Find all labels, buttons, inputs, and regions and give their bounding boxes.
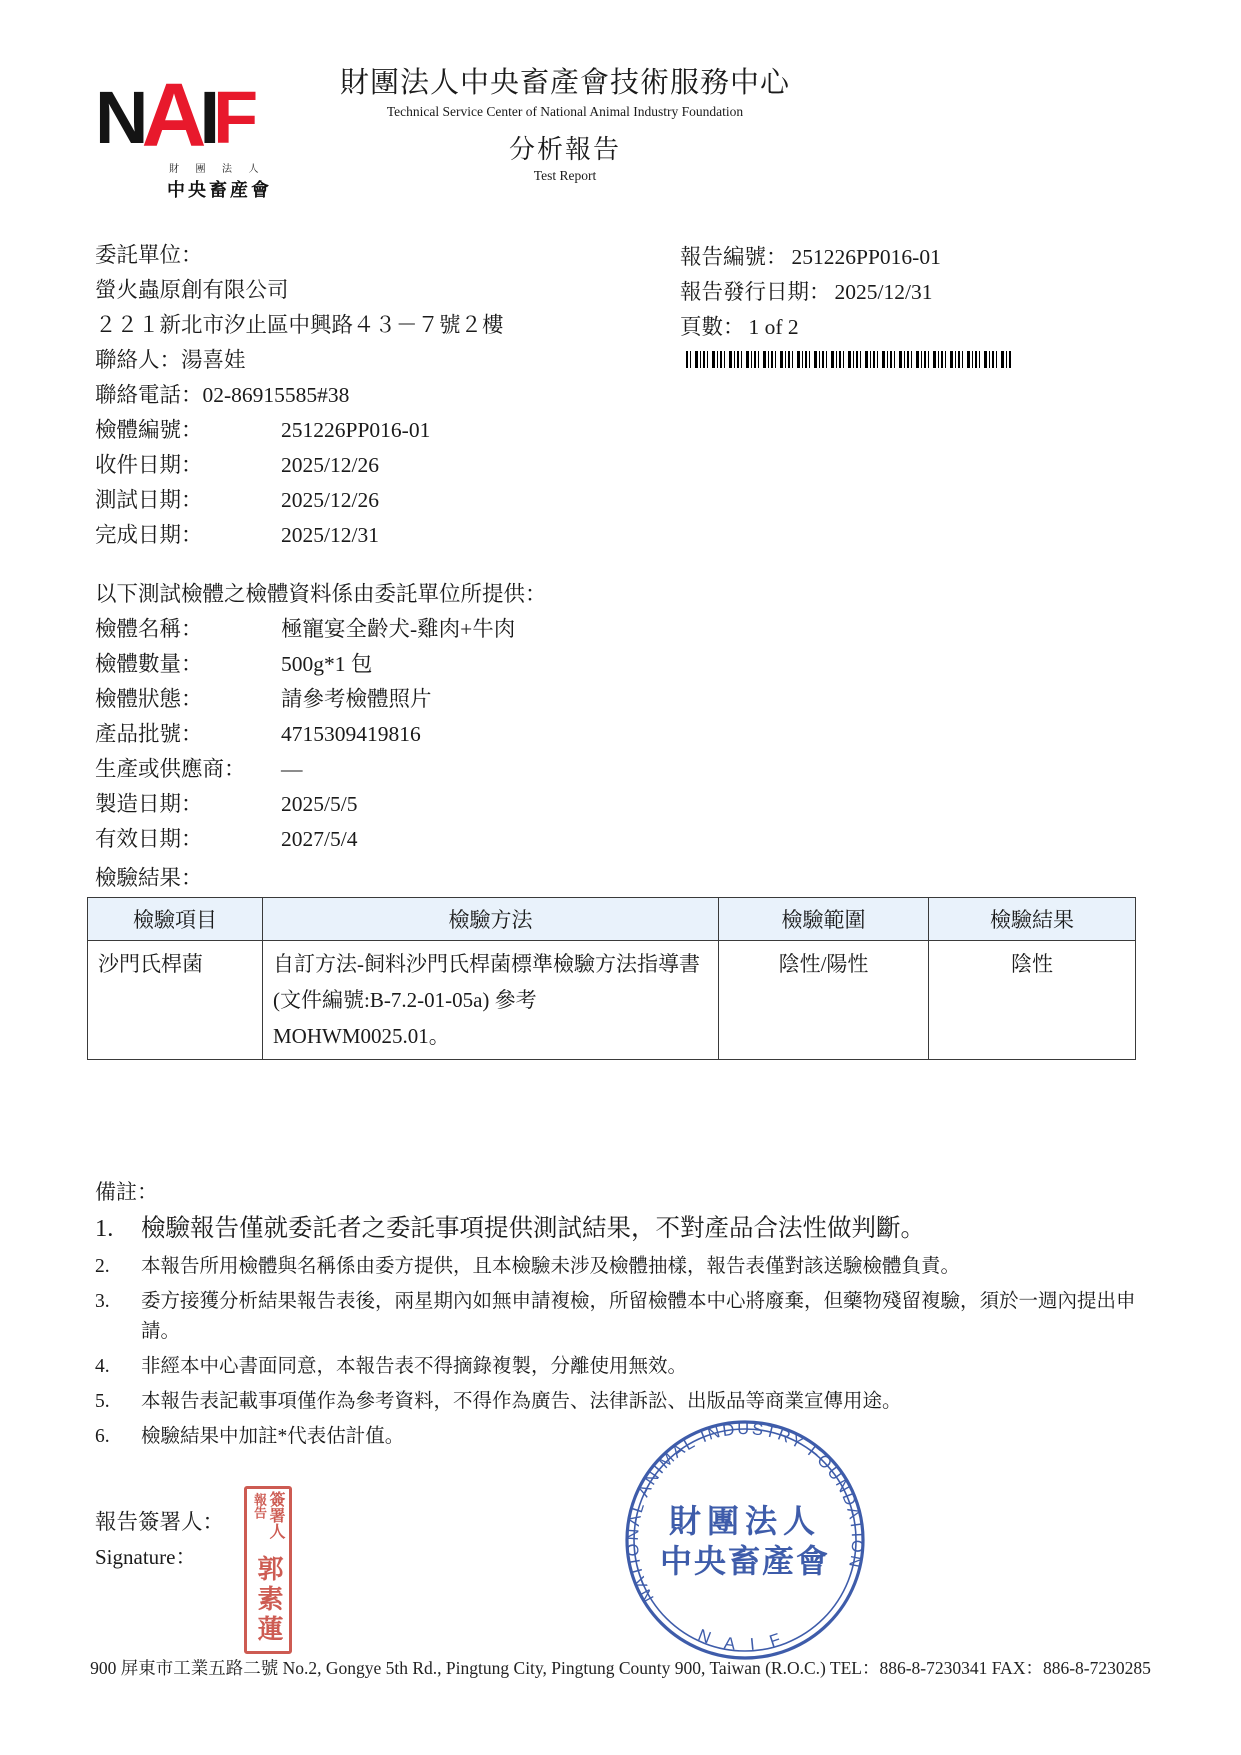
signer-stamp-title xyxy=(253,1491,283,1553)
test-date-row xyxy=(95,483,504,518)
page-count-label: 頁數： xyxy=(680,315,745,339)
seal-inner-ring xyxy=(634,1429,856,1651)
client-title: 委託單位： xyxy=(95,243,203,267)
results-table xyxy=(87,897,1136,1060)
page-count-row xyxy=(680,310,941,345)
note-item-4 xyxy=(95,1352,1163,1382)
barcode xyxy=(686,351,1012,368)
client-contact: 聯絡人：湯喜娃 xyxy=(95,348,246,372)
org-title-zh: 財團法人中央畜產會技術服務中心 xyxy=(339,67,790,99)
mfg-date-value: 2025/5/5 xyxy=(281,792,358,816)
note-number: 6. xyxy=(95,1426,110,1447)
report-number-value: 251226PP016-01 xyxy=(791,245,941,269)
notes-block xyxy=(95,1176,1163,1452)
notes-title: 備註： xyxy=(95,1180,158,1204)
received-date-value: 2025/12/26 xyxy=(281,453,379,477)
note-text: 非經本中心書面同意，本報告表不得摘錄複製，分離使用無效。 xyxy=(141,1356,688,1377)
signer-label-zh: 報告簽署人： xyxy=(95,1510,225,1534)
results-section-title: 檢驗結果： xyxy=(95,866,203,890)
complete-date-value: 2025/12/31 xyxy=(281,523,379,547)
expiry-date-label: 有效日期： xyxy=(95,827,203,851)
supplier-value: — xyxy=(281,757,303,781)
issue-date-label: 報告發行日期： xyxy=(680,280,831,304)
report-info-block xyxy=(680,240,941,345)
footer-address: 900 屏東市工業五路二號 No.2, Gongye 5th Rd., Pingtung City, Pingtung County 900, Taiwan (R.O.C.) TEL：886-8-7230341 FAX：886-8-7230285 xyxy=(90,1658,1151,1678)
logo-letter-a: A xyxy=(141,66,200,166)
sample-name-row xyxy=(95,612,547,647)
issue-date-row xyxy=(680,275,941,310)
sample-id-label: 檢體編號： xyxy=(95,418,203,442)
signer-stamp xyxy=(244,1486,292,1654)
seal-center-line2: 中央畜產會 xyxy=(659,1543,831,1579)
note-item-6 xyxy=(95,1422,1163,1452)
note-item-3 xyxy=(95,1287,1163,1347)
seal-ring-text-top: NATIONAL ANIMAL INDUSTRY FOUNDATION xyxy=(623,1420,867,1605)
note-text: 本報告表記載事項僅作為參考資料，不得作為廣告、法律訴訟、出版品等商業宣傳用途。 xyxy=(141,1391,902,1412)
sample-qty-row xyxy=(95,647,547,682)
note-number: 3. xyxy=(95,1291,110,1312)
results-table-header-row xyxy=(88,898,1136,941)
test-date-label: 測試日期： xyxy=(95,488,203,512)
seal-outer-ring xyxy=(627,1422,863,1658)
logo-letter-f: F xyxy=(213,75,252,159)
stamp-text-right: 簽署人 xyxy=(267,1491,284,1539)
result-item-cell: 沙門氏桿菌 xyxy=(88,941,263,1060)
client-company: 螢火蟲原創有限公司 xyxy=(95,278,289,302)
results-table-row xyxy=(88,941,1136,1060)
note-number: 2. xyxy=(95,1256,110,1277)
note-text: 檢驗報告僅就委託者之委託事項提供測試結果，不對產品合法性做判斷。 xyxy=(141,1215,925,1242)
supplier-label: 生產或供應商： xyxy=(95,757,246,781)
sample-name-value: 極寵宴全齡犬-雞肉+牛肉 xyxy=(281,617,516,641)
logo-subtitle: 中央畜産會 xyxy=(167,180,272,200)
sample-qty-label: 檢體數量： xyxy=(95,652,203,676)
naif-logo xyxy=(95,66,285,202)
batch-number-value: 4715309419816 xyxy=(281,722,421,746)
signer-stamp-name: 郭素蓮 xyxy=(254,1555,283,1645)
note-text: 本報告所用檢體與名稱係由委方提供，且本檢驗未涉及檢體抽樣，報告表僅對該送驗檢體負責。 xyxy=(141,1256,961,1277)
sample-condition-row xyxy=(95,682,547,717)
note-text: 委方接獲分析結果報告表後，兩星期內如無申請複檢，所留檢體本中心將廢棄，但藥物殘留複驗，須於一週內提出申請。 xyxy=(141,1291,1136,1342)
client-address: ２２１新北市汐止區中興路４３－７號２樓 xyxy=(95,313,504,337)
batch-number-label: 產品批號： xyxy=(95,722,203,746)
logo-subtitle-small: 財 團 法 人 xyxy=(169,164,266,175)
complete-date-label: 完成日期： xyxy=(95,523,203,547)
report-number-row xyxy=(680,240,941,275)
sample-info-block xyxy=(95,577,547,857)
logo-letter-n: N xyxy=(95,75,142,159)
received-date-row xyxy=(95,448,504,483)
expiry-date-value: 2027/5/4 xyxy=(281,827,358,851)
supplier-row xyxy=(95,752,547,787)
page-count-value: 1 of 2 xyxy=(748,315,799,339)
result-value-cell: 陰性 xyxy=(929,941,1136,1060)
result-range-cell: 陰性/陽性 xyxy=(719,941,929,1060)
organization-seal xyxy=(623,1418,867,1662)
client-info-block xyxy=(95,238,504,553)
note-item-5 xyxy=(95,1387,1163,1417)
sample-qty-value: 500g*1 包 xyxy=(281,652,373,676)
mfg-date-label: 製造日期： xyxy=(95,792,203,816)
org-title-en: Technical Service Center of National Animal Industry Foundation xyxy=(386,104,744,119)
sample-id-value: 251226PP016-01 xyxy=(281,418,431,442)
report-title-zh: 分析報告 xyxy=(508,135,621,164)
note-number: 4. xyxy=(95,1356,110,1377)
issue-date-value: 2025/12/31 xyxy=(834,280,933,304)
expiry-date-row xyxy=(95,822,547,857)
complete-date-row xyxy=(95,518,504,553)
signer-label-en: Signature： xyxy=(95,1545,197,1569)
note-item-2 xyxy=(95,1252,1163,1282)
results-header-range: 檢驗範圍 xyxy=(719,898,929,941)
result-method-cell: 自訂方法-飼料沙門氏桿菌標準檢驗方法指導書(文件編號:B-7.2-01-05a) 參考MOHWM0025.01。 xyxy=(263,941,719,1060)
batch-number-row xyxy=(95,717,547,752)
results-header-item: 檢驗項目 xyxy=(88,898,263,941)
sample-condition-value: 請參考檢體照片 xyxy=(281,687,432,711)
results-header-result: 檢驗結果 xyxy=(929,898,1136,941)
sample-condition-label: 檢體狀態： xyxy=(95,687,203,711)
test-date-value: 2025/12/26 xyxy=(281,488,379,512)
note-item-1 xyxy=(95,1210,1163,1247)
organization-seal-svg xyxy=(623,1418,867,1662)
note-text: 檢驗結果中加註*代表估計值。 xyxy=(141,1426,405,1447)
mfg-date-row xyxy=(95,787,547,822)
sample-name-label: 檢體名稱： xyxy=(95,617,203,641)
results-header-method: 檢驗方法 xyxy=(263,898,719,941)
seal-center-line1: 財團法人 xyxy=(668,1503,822,1539)
sample-intro: 以下測試檢體之檢體資料係由委託單位所提供： xyxy=(95,582,547,606)
report-title-en: Test Report xyxy=(533,168,597,183)
header-titles xyxy=(285,60,845,184)
received-date-label: 收件日期： xyxy=(95,453,203,477)
note-number: 1. xyxy=(95,1215,114,1242)
logo-letter-i: I xyxy=(199,75,214,159)
signature-block xyxy=(95,1505,224,1575)
sample-id-row xyxy=(95,413,504,448)
note-number: 5. xyxy=(95,1391,110,1412)
stamp-text-left: 報告 xyxy=(252,1493,267,1519)
naif-logo-letters xyxy=(95,66,285,166)
client-phone: 聯絡電話：02-86915585#38 xyxy=(95,383,350,407)
report-number-label: 報告編號： xyxy=(680,245,788,269)
seal-ring-text-bottom: N A I F xyxy=(695,1625,789,1655)
